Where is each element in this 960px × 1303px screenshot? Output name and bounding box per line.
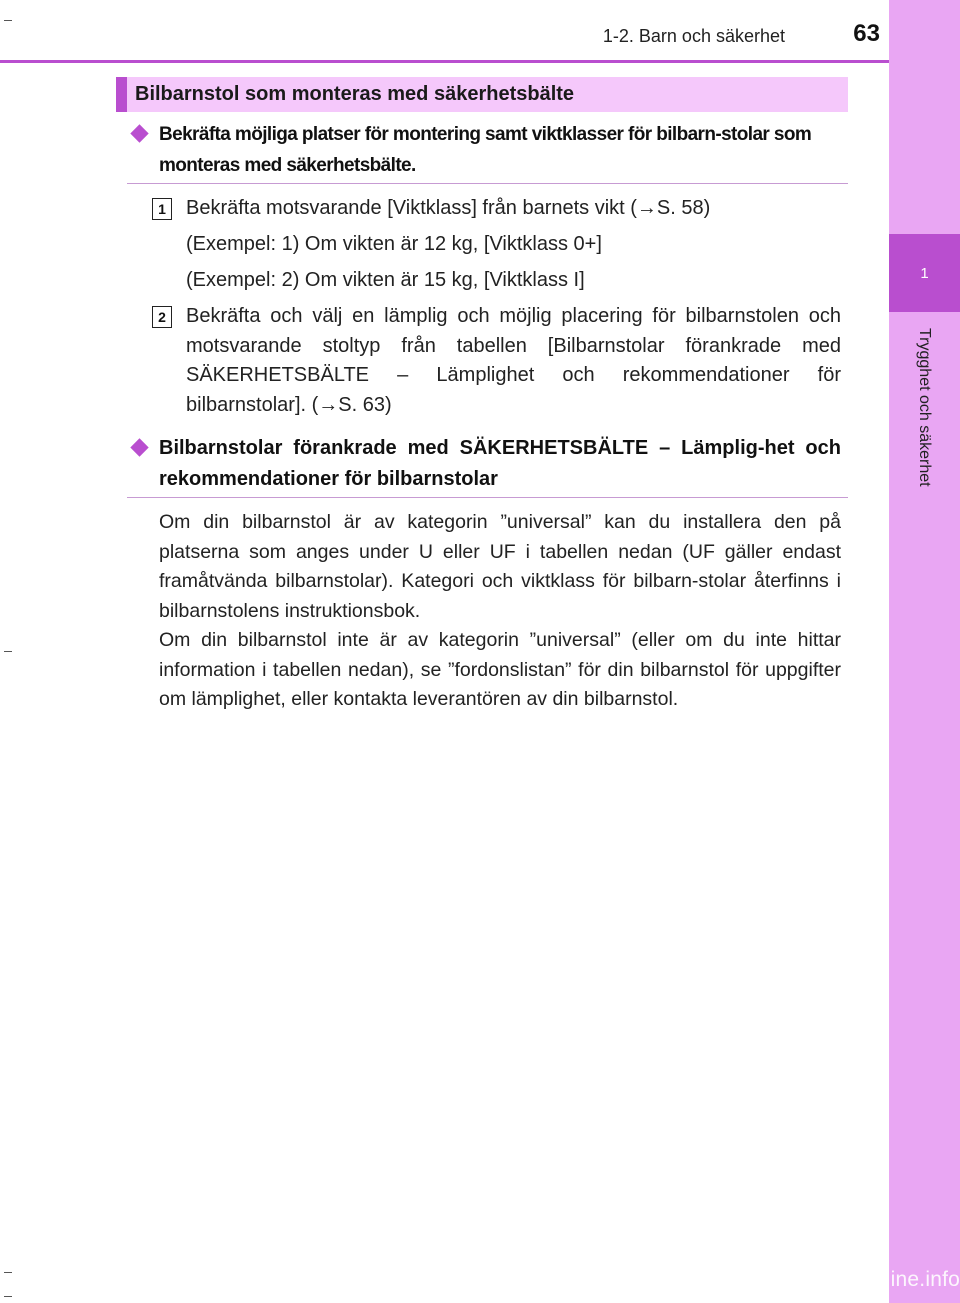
crop-mark: [4, 20, 12, 21]
example-1-text: (Exempel: 1) Om vikten är 12 kg, [Viktklass 0+]: [186, 233, 602, 255]
paragraph-universal: Om din bilbarnstol är av kategorin ”universal” kan du installera den på platserna som anges under U eller UF i tabellen nedan (UF gäller endast framåtvända bilbarnstolar). Kategori och viktklass för bilbarn-stolar återfinns i bilbarnstolens instruktionsbok.: [159, 511, 841, 622]
chapter-number: 1: [889, 234, 960, 312]
crop-mark: [4, 651, 12, 652]
crop-mark: [4, 1272, 12, 1273]
paragraph-non-universal: Om din bilbarnstol inte är av kategorin ”universal” (eller om du inte hittar information i tabellen nedan), se ”fordonslistan” för din bilbarnstol för uppgifter om lämplighet, eller kontakta leverantören av din bilbarnstol.: [159, 629, 841, 710]
step-1-text: Bekräfta motsvarande [Viktklass] från barnets vikt (→S. 58): [186, 197, 711, 219]
header-section-title: 1-2. Barn och säkerhet: [602, 26, 785, 46]
subheading-confirm: Bekräfta möjliga platser för montering samt viktklasser för bilbarn-stolar som monteras med säkerhetsbälte.: [159, 124, 812, 176]
page-number: 63: [853, 20, 880, 47]
step-number-2: 2: [152, 306, 172, 328]
diamond-bullet-icon: [130, 124, 148, 142]
crop-mark: [4, 1296, 12, 1297]
chapter-sidebar: [889, 0, 960, 1303]
chapter-title: Trygghet och säkerhet: [916, 328, 933, 487]
subheading-suitability: Bilbarnstolar förankrade med SÄKERHETSBÄLTE – Lämplig-het och rekommendationer för bilbarnstolar: [159, 437, 841, 490]
step-number-1: 1: [152, 198, 172, 220]
header-rule: [0, 60, 889, 63]
diamond-bullet-icon: [130, 438, 148, 456]
section-title: [116, 77, 848, 112]
example-2-text: (Exempel: 2) Om vikten är 15 kg, [Viktklass I]: [186, 269, 585, 291]
subheading-rule: [127, 183, 848, 184]
subheading-rule: [127, 497, 848, 498]
step-2-text: Bekräfta och välj en lämplig och möjlig placering för bilbarnstolen och motsvarande stoltyp från tabellen [Bilbarnstolar förankrade med SÄKERHETSBÄLTE – Lämplighet och rekommendationer för bilbarnstolar]. (→S. 63): [186, 305, 841, 416]
watermark: carmanualsonline.info: [751, 1268, 960, 1291]
section-title-text: Bilbarnstol som monteras med säkerhetsbälte: [135, 83, 575, 105]
